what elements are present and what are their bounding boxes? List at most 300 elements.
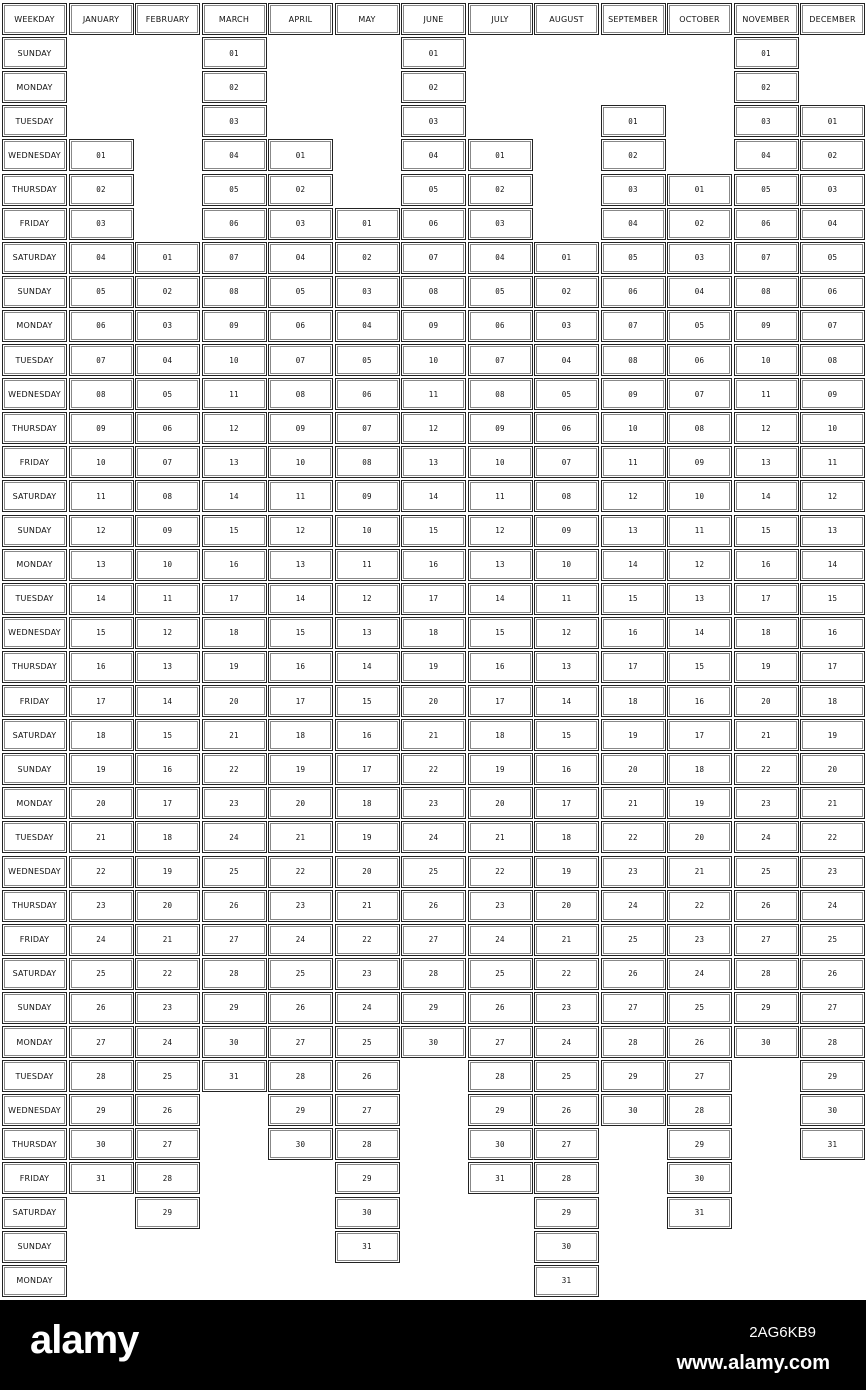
- day-cell: 12: [800, 480, 865, 512]
- day-cell: 06: [268, 310, 333, 342]
- day-cell: 21: [800, 787, 865, 819]
- day-cell: 24: [601, 890, 666, 922]
- day-cell: 29: [800, 1060, 865, 1092]
- day-cell: 08: [335, 446, 400, 478]
- day-cell: 29: [401, 992, 466, 1024]
- weekday-header: WEEKDAY: [2, 3, 67, 35]
- day-cell: 31: [202, 1060, 267, 1092]
- day-cell: 07: [202, 242, 267, 274]
- day-cell: 08: [268, 378, 333, 410]
- weekday-label: MONDAY: [2, 1026, 67, 1058]
- day-cell: 23: [667, 924, 732, 956]
- day-cell: 27: [69, 1026, 134, 1058]
- day-cell: 31: [534, 1265, 599, 1297]
- day-cell: 05: [69, 276, 134, 308]
- day-cell: 18: [667, 753, 732, 785]
- weekday-label: SATURDAY: [2, 242, 67, 274]
- day-cell: 25: [601, 924, 666, 956]
- day-cell: 17: [667, 719, 732, 751]
- day-cell: 15: [468, 617, 533, 649]
- day-cell: 21: [69, 821, 134, 853]
- day-cell: 23: [135, 992, 200, 1024]
- day-cell: 12: [401, 412, 466, 444]
- day-cell: 23: [800, 856, 865, 888]
- weekday-label: FRIDAY: [2, 208, 67, 240]
- day-cell: 04: [534, 344, 599, 376]
- day-cell: 25: [135, 1060, 200, 1092]
- day-cell: 21: [135, 924, 200, 956]
- day-cell: 30: [667, 1162, 732, 1194]
- day-cell: 11: [69, 480, 134, 512]
- day-cell: 06: [800, 276, 865, 308]
- day-cell: 05: [800, 242, 865, 274]
- month-header-april: APRIL: [268, 3, 333, 35]
- day-cell: 07: [601, 310, 666, 342]
- day-cell: 07: [335, 412, 400, 444]
- month-header-february: FEBRUARY: [135, 3, 200, 35]
- weekday-label: TUESDAY: [2, 344, 67, 376]
- month-header-september: SEPTEMBER: [601, 3, 666, 35]
- day-cell: 10: [69, 446, 134, 478]
- day-cell: 30: [734, 1026, 799, 1058]
- day-cell: 19: [401, 651, 466, 683]
- day-cell: 29: [335, 1162, 400, 1194]
- day-cell: 11: [335, 549, 400, 581]
- day-cell: 06: [534, 412, 599, 444]
- day-cell: 15: [534, 719, 599, 751]
- day-cell: 01: [135, 242, 200, 274]
- day-cell: 21: [401, 719, 466, 751]
- weekday-label: MONDAY: [2, 787, 67, 819]
- day-cell: 03: [401, 105, 466, 137]
- day-cell: 26: [202, 890, 267, 922]
- day-cell: 24: [534, 1026, 599, 1058]
- day-cell: 08: [534, 480, 599, 512]
- day-cell: 16: [401, 549, 466, 581]
- day-cell: 27: [468, 1026, 533, 1058]
- day-cell: 29: [734, 992, 799, 1024]
- site-url: www.alamy.com: [676, 1352, 830, 1374]
- day-cell: 25: [800, 924, 865, 956]
- day-cell: 29: [202, 992, 267, 1024]
- day-cell: 14: [734, 480, 799, 512]
- day-cell: 05: [135, 378, 200, 410]
- weekday-label: THURSDAY: [2, 1128, 67, 1160]
- day-cell: 19: [335, 821, 400, 853]
- day-cell: 29: [69, 1094, 134, 1126]
- month-header-june: JUNE: [401, 3, 466, 35]
- day-cell: 22: [534, 958, 599, 990]
- day-cell: 07: [468, 344, 533, 376]
- day-cell: 19: [468, 753, 533, 785]
- day-cell: 30: [800, 1094, 865, 1126]
- day-cell: 06: [135, 412, 200, 444]
- day-cell: 14: [601, 549, 666, 581]
- day-cell: 05: [202, 174, 267, 206]
- day-cell: 09: [468, 412, 533, 444]
- day-cell: 21: [734, 719, 799, 751]
- day-cell: 24: [734, 821, 799, 853]
- day-cell: 05: [268, 276, 333, 308]
- day-cell: 21: [468, 821, 533, 853]
- day-cell: 02: [202, 71, 267, 103]
- day-cell: 15: [800, 583, 865, 615]
- day-cell: 03: [69, 208, 134, 240]
- day-cell: 14: [135, 685, 200, 717]
- day-cell: 06: [734, 208, 799, 240]
- month-header-december: DECEMBER: [800, 3, 865, 35]
- day-cell: 18: [734, 617, 799, 649]
- day-cell: 08: [734, 276, 799, 308]
- day-cell: 11: [401, 378, 466, 410]
- day-cell: 20: [667, 821, 732, 853]
- day-cell: 06: [468, 310, 533, 342]
- day-cell: 12: [734, 412, 799, 444]
- weekday-label: THURSDAY: [2, 174, 67, 206]
- day-cell: 16: [734, 549, 799, 581]
- day-cell: 26: [800, 958, 865, 990]
- weekday-label: THURSDAY: [2, 890, 67, 922]
- day-cell: 08: [800, 344, 865, 376]
- weekday-label: FRIDAY: [2, 685, 67, 717]
- day-cell: 30: [335, 1197, 400, 1229]
- day-cell: 06: [69, 310, 134, 342]
- month-header-november: NOVEMBER: [734, 3, 799, 35]
- day-cell: 01: [202, 37, 267, 69]
- day-cell: 01: [667, 174, 732, 206]
- day-cell: 07: [734, 242, 799, 274]
- day-cell: 12: [268, 515, 333, 547]
- day-cell: 21: [667, 856, 732, 888]
- day-cell: 22: [401, 753, 466, 785]
- day-cell: 19: [734, 651, 799, 683]
- day-cell: 17: [268, 685, 333, 717]
- weekday-label: MONDAY: [2, 71, 67, 103]
- day-cell: 26: [268, 992, 333, 1024]
- day-cell: 02: [135, 276, 200, 308]
- day-cell: 15: [135, 719, 200, 751]
- day-cell: 12: [69, 515, 134, 547]
- day-cell: 19: [667, 787, 732, 819]
- day-cell: 24: [401, 821, 466, 853]
- day-cell: 04: [69, 242, 134, 274]
- day-cell: 21: [268, 821, 333, 853]
- day-cell: 28: [534, 1162, 599, 1194]
- day-cell: 29: [534, 1197, 599, 1229]
- day-cell: 15: [335, 685, 400, 717]
- day-cell: 09: [601, 378, 666, 410]
- day-cell: 28: [335, 1128, 400, 1160]
- day-cell: 25: [335, 1026, 400, 1058]
- day-cell: 04: [667, 276, 732, 308]
- day-cell: 04: [800, 208, 865, 240]
- day-cell: 03: [800, 174, 865, 206]
- day-cell: 16: [202, 549, 267, 581]
- day-cell: 03: [335, 276, 400, 308]
- day-cell: 11: [534, 583, 599, 615]
- day-cell: 04: [135, 344, 200, 376]
- day-cell: 18: [335, 787, 400, 819]
- day-cell: 03: [734, 105, 799, 137]
- day-cell: 31: [468, 1162, 533, 1194]
- day-cell: 19: [202, 651, 267, 683]
- day-cell: 11: [601, 446, 666, 478]
- weekday-label: THURSDAY: [2, 651, 67, 683]
- weekday-label: WEDNESDAY: [2, 856, 67, 888]
- day-cell: 08: [468, 378, 533, 410]
- day-cell: 14: [335, 651, 400, 683]
- day-cell: 10: [401, 344, 466, 376]
- day-cell: 11: [202, 378, 267, 410]
- day-cell: 19: [268, 753, 333, 785]
- day-cell: 16: [667, 685, 732, 717]
- day-cell: 01: [401, 37, 466, 69]
- weekday-label: SUNDAY: [2, 37, 67, 69]
- image-id: 2AG6KB9: [749, 1324, 816, 1341]
- day-cell: 08: [601, 344, 666, 376]
- day-cell: 16: [335, 719, 400, 751]
- weekday-label: TUESDAY: [2, 821, 67, 853]
- day-cell: 03: [268, 208, 333, 240]
- day-cell: 21: [202, 719, 267, 751]
- day-cell: 25: [667, 992, 732, 1024]
- day-cell: 07: [800, 310, 865, 342]
- day-cell: 08: [135, 480, 200, 512]
- day-cell: 03: [601, 174, 666, 206]
- day-cell: 02: [534, 276, 599, 308]
- weekday-label: SATURDAY: [2, 1197, 67, 1229]
- day-cell: 23: [534, 992, 599, 1024]
- day-cell: 08: [667, 412, 732, 444]
- day-cell: 17: [601, 651, 666, 683]
- day-cell: 23: [401, 787, 466, 819]
- day-cell: 04: [468, 242, 533, 274]
- day-cell: 26: [69, 992, 134, 1024]
- day-cell: 24: [202, 821, 267, 853]
- day-cell: 23: [268, 890, 333, 922]
- day-cell: 22: [202, 753, 267, 785]
- day-cell: 18: [534, 821, 599, 853]
- day-cell: 26: [667, 1026, 732, 1058]
- day-cell: 24: [468, 924, 533, 956]
- day-cell: 15: [601, 583, 666, 615]
- weekday-label: MONDAY: [2, 549, 67, 581]
- weekday-label: SUNDAY: [2, 992, 67, 1024]
- weekday-label: SUNDAY: [2, 515, 67, 547]
- day-cell: 13: [268, 549, 333, 581]
- day-cell: 18: [401, 617, 466, 649]
- day-cell: 02: [800, 139, 865, 171]
- day-cell: 16: [69, 651, 134, 683]
- month-header-may: MAY: [335, 3, 400, 35]
- day-cell: 25: [401, 856, 466, 888]
- day-cell: 17: [468, 685, 533, 717]
- day-cell: 22: [734, 753, 799, 785]
- day-cell: 06: [401, 208, 466, 240]
- day-cell: 21: [534, 924, 599, 956]
- day-cell: 27: [401, 924, 466, 956]
- day-cell: 16: [534, 753, 599, 785]
- day-cell: 27: [734, 924, 799, 956]
- day-cell: 06: [601, 276, 666, 308]
- day-cell: 30: [202, 1026, 267, 1058]
- day-cell: 03: [667, 242, 732, 274]
- watermark-footer: [0, 1300, 866, 1390]
- day-cell: 10: [268, 446, 333, 478]
- weekday-label: MONDAY: [2, 310, 67, 342]
- day-cell: 10: [335, 515, 400, 547]
- day-cell: 13: [401, 446, 466, 478]
- day-cell: 18: [800, 685, 865, 717]
- weekday-label: WEDNESDAY: [2, 617, 67, 649]
- day-cell: 24: [268, 924, 333, 956]
- day-cell: 16: [601, 617, 666, 649]
- day-cell: 17: [69, 685, 134, 717]
- day-cell: 01: [268, 139, 333, 171]
- day-cell: 12: [667, 549, 732, 581]
- weekday-label: FRIDAY: [2, 446, 67, 478]
- day-cell: 22: [268, 856, 333, 888]
- day-cell: 29: [135, 1197, 200, 1229]
- day-cell: 15: [69, 617, 134, 649]
- day-cell: 09: [800, 378, 865, 410]
- day-cell: 20: [800, 753, 865, 785]
- day-cell: 25: [468, 958, 533, 990]
- day-cell: 14: [202, 480, 267, 512]
- day-cell: 24: [69, 924, 134, 956]
- day-cell: 23: [69, 890, 134, 922]
- day-cell: 26: [135, 1094, 200, 1126]
- day-cell: 02: [401, 71, 466, 103]
- day-cell: 26: [401, 890, 466, 922]
- day-cell: 25: [202, 856, 267, 888]
- day-cell: 20: [401, 685, 466, 717]
- day-cell: 14: [69, 583, 134, 615]
- weekday-label: FRIDAY: [2, 924, 67, 956]
- day-cell: 10: [800, 412, 865, 444]
- day-cell: 13: [69, 549, 134, 581]
- day-cell: 17: [202, 583, 267, 615]
- day-cell: 28: [800, 1026, 865, 1058]
- day-cell: 24: [667, 958, 732, 990]
- day-cell: 06: [202, 208, 267, 240]
- day-cell: 09: [135, 515, 200, 547]
- day-cell: 11: [135, 583, 200, 615]
- weekday-label: FRIDAY: [2, 1162, 67, 1194]
- day-cell: 12: [202, 412, 267, 444]
- day-cell: 09: [401, 310, 466, 342]
- day-cell: 20: [335, 856, 400, 888]
- day-cell: 03: [468, 208, 533, 240]
- day-cell: 02: [335, 242, 400, 274]
- day-cell: 22: [667, 890, 732, 922]
- day-cell: 03: [534, 310, 599, 342]
- day-cell: 11: [800, 446, 865, 478]
- day-cell: 18: [202, 617, 267, 649]
- day-cell: 28: [268, 1060, 333, 1092]
- month-header-october: OCTOBER: [667, 3, 732, 35]
- day-cell: 24: [135, 1026, 200, 1058]
- day-cell: 10: [734, 344, 799, 376]
- day-cell: 29: [667, 1128, 732, 1160]
- day-cell: 17: [800, 651, 865, 683]
- weekday-label: TUESDAY: [2, 1060, 67, 1092]
- day-cell: 18: [468, 719, 533, 751]
- day-cell: 29: [601, 1060, 666, 1092]
- day-cell: 05: [401, 174, 466, 206]
- day-cell: 22: [135, 958, 200, 990]
- day-cell: 31: [667, 1197, 732, 1229]
- day-cell: 02: [268, 174, 333, 206]
- day-cell: 12: [135, 617, 200, 649]
- weekday-label: WEDNESDAY: [2, 1094, 67, 1126]
- day-cell: 13: [734, 446, 799, 478]
- day-cell: 23: [601, 856, 666, 888]
- day-cell: 08: [69, 378, 134, 410]
- weekday-label: SATURDAY: [2, 958, 67, 990]
- day-cell: 15: [734, 515, 799, 547]
- day-cell: 09: [69, 412, 134, 444]
- day-cell: 11: [734, 378, 799, 410]
- day-cell: 07: [69, 344, 134, 376]
- day-cell: 22: [335, 924, 400, 956]
- day-cell: 24: [800, 890, 865, 922]
- month-header-july: JULY: [468, 3, 533, 35]
- day-cell: 01: [601, 105, 666, 137]
- day-cell: 31: [69, 1162, 134, 1194]
- day-cell: 25: [734, 856, 799, 888]
- day-cell: 30: [534, 1231, 599, 1263]
- day-cell: 17: [335, 753, 400, 785]
- day-cell: 20: [268, 787, 333, 819]
- day-cell: 30: [401, 1026, 466, 1058]
- weekday-label: THURSDAY: [2, 412, 67, 444]
- day-cell: 26: [468, 992, 533, 1024]
- day-cell: 31: [800, 1128, 865, 1160]
- day-cell: 28: [468, 1060, 533, 1092]
- day-cell: 25: [534, 1060, 599, 1092]
- day-cell: 19: [135, 856, 200, 888]
- day-cell: 13: [800, 515, 865, 547]
- day-cell: 13: [468, 549, 533, 581]
- weekday-label: WEDNESDAY: [2, 378, 67, 410]
- day-cell: 21: [601, 787, 666, 819]
- day-cell: 04: [202, 139, 267, 171]
- day-cell: 01: [800, 105, 865, 137]
- day-cell: 23: [202, 787, 267, 819]
- day-cell: 02: [734, 71, 799, 103]
- day-cell: 15: [202, 515, 267, 547]
- weekday-label: MONDAY: [2, 1265, 67, 1297]
- day-cell: 05: [335, 344, 400, 376]
- day-cell: 27: [335, 1094, 400, 1126]
- weekday-label: WEDNESDAY: [2, 139, 67, 171]
- day-cell: 28: [667, 1094, 732, 1126]
- day-cell: 02: [601, 139, 666, 171]
- day-cell: 19: [69, 753, 134, 785]
- day-cell: 15: [268, 617, 333, 649]
- day-cell: 09: [335, 480, 400, 512]
- weekday-label: SATURDAY: [2, 480, 67, 512]
- day-cell: 24: [335, 992, 400, 1024]
- day-cell: 15: [667, 651, 732, 683]
- day-cell: 19: [800, 719, 865, 751]
- day-cell: 08: [202, 276, 267, 308]
- day-cell: 02: [667, 208, 732, 240]
- day-cell: 28: [601, 1026, 666, 1058]
- day-cell: 29: [468, 1094, 533, 1126]
- day-cell: 12: [468, 515, 533, 547]
